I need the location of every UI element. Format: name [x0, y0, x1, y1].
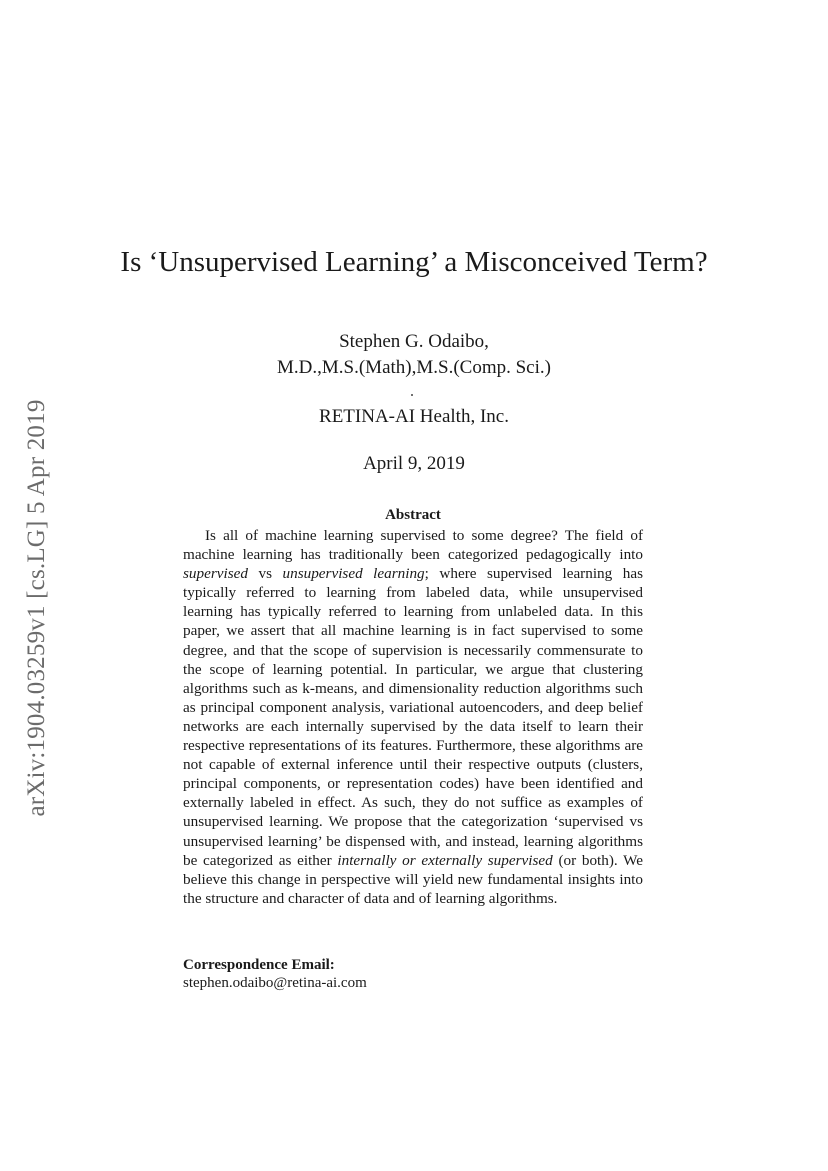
abstract-emphasis-unsupervised: unsupervised learning: [282, 565, 425, 583]
abstract-emphasis-supervised: supervised: [183, 565, 248, 583]
abstract-text-2: vs: [247, 565, 283, 583]
paper-title: Is ‘Unsupervised Learning’ a Misconceived Term?: [120, 246, 708, 278]
author-affiliation: RETINA-AI Health, Inc.: [319, 406, 509, 427]
abstract-body: [183, 526, 643, 908]
paper-date: April 9, 2019: [363, 453, 465, 474]
abstract-text-4: (or both). We believe this change in perspective will yield new fundamental insights into the structure and character of data and of learning algorithms.: [183, 851, 644, 907]
footnote-dot: [411, 394, 413, 396]
abstract-text-1: Is all of machine learning supervised to some degree? The field of machine learning has traditionally been categorized pedagogically into: [183, 527, 643, 564]
arxiv-identifier-text: arXiv:1904.03259v1 [cs.LG] 5 Apr 2019: [23, 398, 50, 817]
correspondence-label: Correspondence Email:: [183, 957, 335, 973]
author-credentials: M.D.,M.S.(Math),M.S.(Comp. Sci.): [277, 357, 551, 378]
abstract-heading: Abstract: [385, 507, 441, 523]
abstract-text-3: ; where supervised learning has typically referred to learning from labeled data, while unsupervised learning has typically referred to learning from unlabeled data. In this paper, we assert that all machine learning is in fact supervised to some degree, and that the scope of supervision is necessarily commensurate to the scope of learning potential. In particular, we argue that clustering algorithms such as k-means, and dimensionality reduction algorithms such as principal component analysis, variational autoencoders, and deep belief networks are each internally supervised by the data itself to learn their respective representations of its features. Furthermore, these algorithms are not capable of external inference until their respective outputs (clusters, principal components, or representation codes) have been identified and externally labeled in effect. As such, they do not suffice as examples of unsupervised learning. We propose that the categorization ‘supervised vs unsupervised learning’ be dispensed with, and instead, learning algorithms be categorized as either: [183, 565, 644, 869]
abstract-emphasis-internal-external: internally or externally supervised: [337, 851, 553, 869]
arxiv-identifier-stamp: [20, 370, 54, 845]
correspondence-email: stephen.odaibo@retina-ai.com: [183, 975, 367, 991]
author-name: Stephen G. Odaibo,: [339, 331, 489, 352]
